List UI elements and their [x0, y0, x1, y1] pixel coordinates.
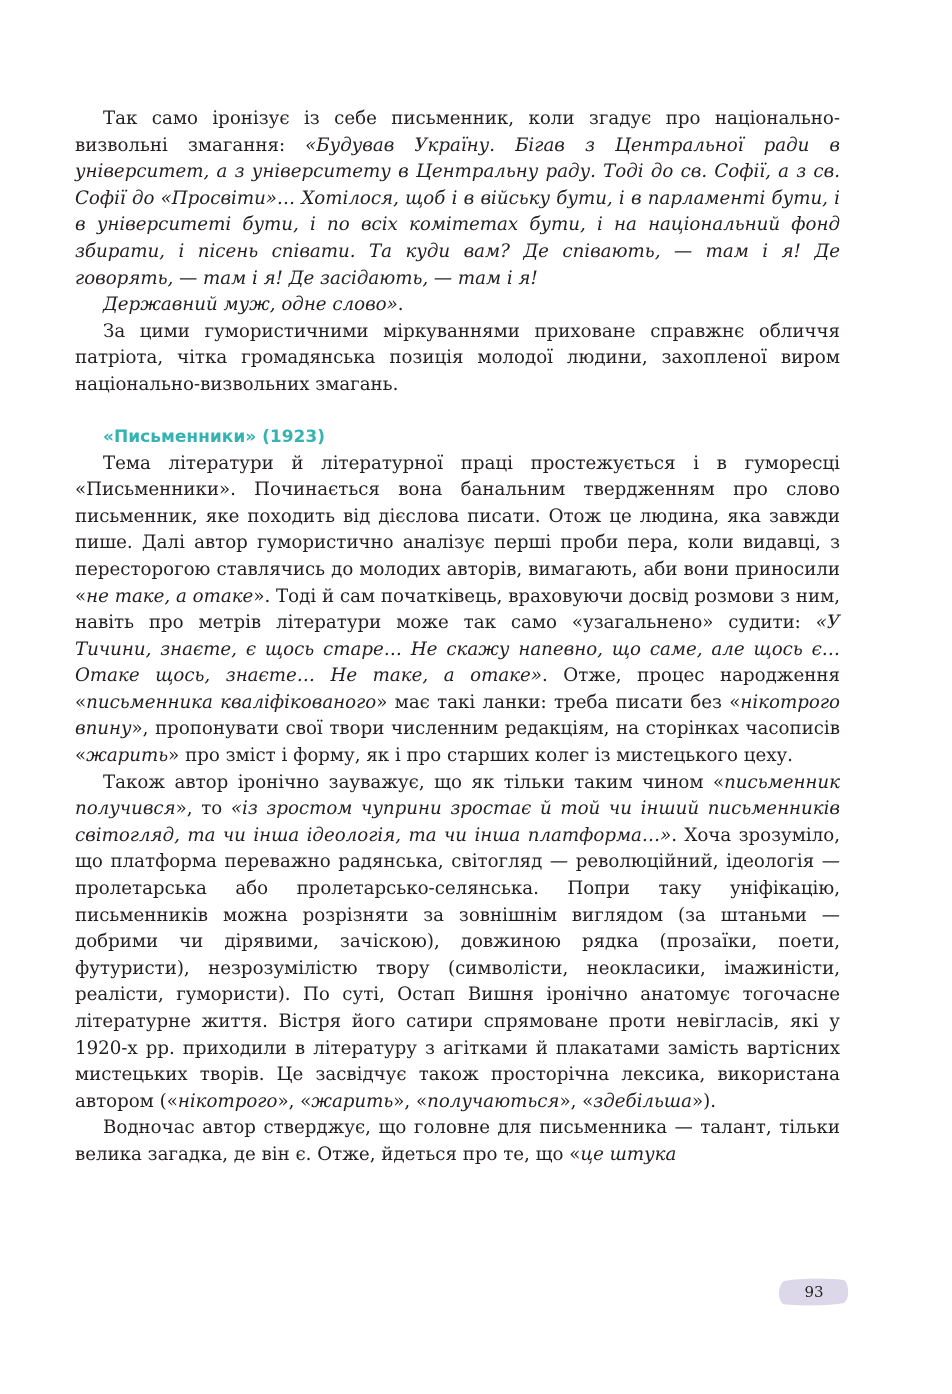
- paragraph-text: . Хоча зрозуміло, що платформа переважно радянська, світогляд — революційний, ідеологія — пролетарська або пролетарсько-селянська. Попри таку уніфікацію, письменників можна розрізняти за зовнішнім виглядом (за штаньми — добрими чи дірявими, зачіскою), довжиною рядка (прозаїки, поети, футуристи), незрозумілістю твору (символісти, неокласики, імажиністи, реалісти, гумористи). По суті, Остап Вишня іронічно анатомує тогочасне літературне життя. Вістря його сатири спрямоване проти невігласів, які у 1920-х рр. приходили в літературу з агітками й плакатами замість вартісних мистецьких творів. Це засвідчує також просторічна лексика, використана автором («: [75, 824, 840, 1112]
- paragraph-text: », пропонувати свої твори численним редакціям, на сторінках часописів «: [75, 718, 840, 767]
- paragraph-text: Водночас автор стверджує, що головне для письменника — талант, тільки велика загадка, де він є. Отже, йдеться про те, що «: [75, 1117, 840, 1165]
- paragraph-3: [75, 451, 840, 770]
- section-title: «Письменники» (1923): [103, 426, 325, 447]
- paragraph-text: Також автор іронічно зауважує, що як тільки таким чином «: [103, 771, 725, 793]
- quote: це штука: [580, 1143, 677, 1165]
- paragraph-text: », «: [277, 1090, 312, 1112]
- quote: письменник получився: [75, 771, 840, 820]
- quote: нікотрого: [177, 1090, 278, 1112]
- page-content: [75, 106, 840, 1169]
- page-number: 93: [804, 1283, 824, 1301]
- quote: «Будував Україну. Бігав з Центральної ради в університет, а з університету в Центральну раду. Тоді до св. Софії, а з св. Софії до «Просвіти»… Хотілося, щоб і в війську бути, і в парламенті бути, і в університеті бути, і по всіх комітетах бути, і на національний фонд збирати, і пісень співати. Та куди вам? Де співають, — там і я! Де говорять, — там і я! Де засідають, — там і я!: [75, 134, 840, 289]
- paragraph-2: За цими гумористичними міркуваннями приховане справжнє обличчя патріота, чітка громадянська позиція молодої людини, захопленої виром національно-визвольних змагань.: [75, 320, 840, 395]
- quote: Державний муж, одне слово»: [103, 294, 398, 316]
- paragraph-text: » про зміст і форму, як і про старших колег із мистецького цеху.: [168, 745, 793, 767]
- quote: получаються: [427, 1090, 560, 1112]
- paragraph-1-continuation: [75, 292, 840, 319]
- paragraph-5: [75, 1115, 840, 1168]
- paragraph-text: », то: [175, 798, 231, 820]
- quote: жарить: [86, 745, 169, 767]
- paragraph-1: [75, 106, 840, 292]
- paragraph-text: ». Тоді й сам початківець, враховуючи досвід розмови з ним, навіть про метрів літератури може так само «узагальнено» судити:: [75, 585, 841, 634]
- quote: нікотрого впину: [75, 691, 840, 740]
- paragraph-4: [75, 770, 840, 1116]
- quote: не таке, а отаке: [86, 585, 254, 607]
- paragraph-text: », «: [393, 1090, 428, 1112]
- quote: жарить: [311, 1090, 394, 1112]
- paragraph-text: Тема літератури й літературної праці простежується і в гуморесці «Письменники». Починається вона банальним твердженням про слово письменник, яке походить від дієслова писати. Отож це людина, яка завжди пише. Далі автор гумористично аналізує перші проби пера, коли видавці, з пересторогою ставлячись до молодих авторів, вимагають, аби вони приносили «: [75, 452, 840, 607]
- paragraph-text: Так само іронізує із себе письменник, коли згадує про національно-визвольні змагання:: [75, 108, 840, 156]
- page-number-badge: [778, 1277, 850, 1307]
- quote: письменника кваліфікованого: [86, 691, 377, 713]
- paragraph-text: » має такі ланки: треба писати без «: [376, 691, 741, 713]
- quote: «із зростом чуприни зростає й той чи інший письменників світогляд, та чи інша ідеологія, та чи інша платформа…»: [75, 798, 841, 846]
- quote: «У Тичини, знаєте, є щось старе… Не скажу напевно, що саме, але щось є… Отаке щось, знаєте… Не таке, а отаке»: [75, 612, 840, 687]
- quote: здебільша: [593, 1090, 692, 1112]
- paragraph-text: »).: [691, 1090, 716, 1112]
- paragraph-text: .: [397, 294, 404, 316]
- paragraph-text: . Отже, процес народження «: [75, 665, 840, 713]
- paragraph-text: », «: [559, 1090, 594, 1112]
